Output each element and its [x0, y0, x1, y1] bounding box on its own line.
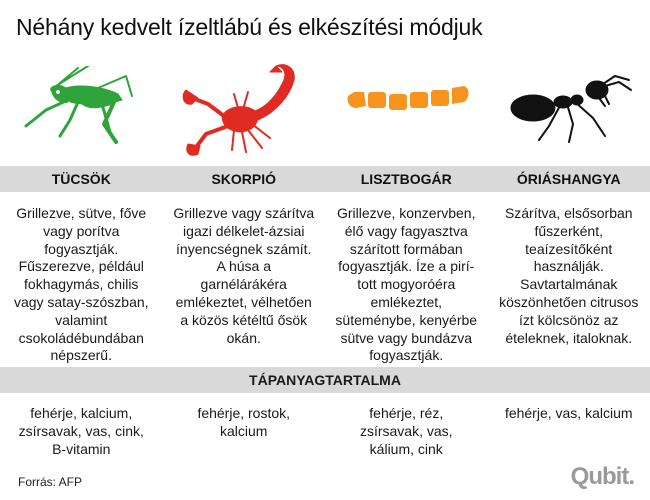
column-header-cricket: TÜCSÖK — [51, 171, 111, 187]
column-header-mealworm: LISZTBOGÁR — [360, 171, 452, 187]
page-title: Néhány kedvelt ízeltlábú és elkészítési módjuk — [16, 14, 483, 40]
description-mealworm: Grillezve, konzervben, élő vagy fagyasztva szárított formában fogyasztják. Íze a pirí-tott mogyoróéra emlékeztet, süteménybe, kenyérbe sütve vagy bundázva fogyasztják. — [335, 205, 478, 364]
description-ant: Szárítva, elsősorban fűszerként, teaízesítőként használják. Savtartalmának köszönhetően citrusos ízt kölcsönöz az ételeknek, italoknak. — [499, 205, 639, 346]
nutrients-mealworm: fehérje, réz, zsírsavak, vas, kálium, cink — [359, 405, 453, 457]
qubit-logo: Qubit. — [570, 463, 634, 490]
nutrition-values — [0, 405, 650, 458]
nutrition-section-title: TÁPANYAGTARTALMA — [249, 372, 401, 388]
preparation-descriptions — [0, 205, 650, 365]
scorpion-icon — [178, 60, 308, 160]
nutrients-scorpion: fehérje, rostok, kalcium — [197, 405, 291, 439]
description-cricket: Grillezve, sütve, főve vagy porítva fogyasztják. Fűszerezve, például fokhagymás, chilis vagy satay-szószban, valamint csokoládébundában népszerű. — [13, 205, 149, 364]
mealworm-icon — [344, 82, 474, 122]
column-headers — [0, 166, 650, 192]
insect-illustrations — [0, 60, 650, 160]
column-header-scorpion: SKORPIÓ — [211, 171, 277, 187]
column-header-ant: ÓRIÁSHANGYA — [516, 171, 621, 187]
nutrients-ant: fehérje, vas, kalcium — [504, 405, 633, 421]
ant-icon — [505, 74, 635, 144]
cricket-icon — [18, 66, 144, 144]
description-scorpion: Grillezve vagy szárítva igazi délkelet-ázsiai ínyencségnek számít. A húsa a garnélárákéra emlékeztet, vélhetően a közös kétéltű ősök okán. — [173, 205, 315, 346]
source-credit: Forrás: AFP — [18, 475, 83, 489]
nutrients-cricket: fehérje, kalcium, zsírsavak, vas, cink, B-vitamin — [18, 405, 144, 457]
